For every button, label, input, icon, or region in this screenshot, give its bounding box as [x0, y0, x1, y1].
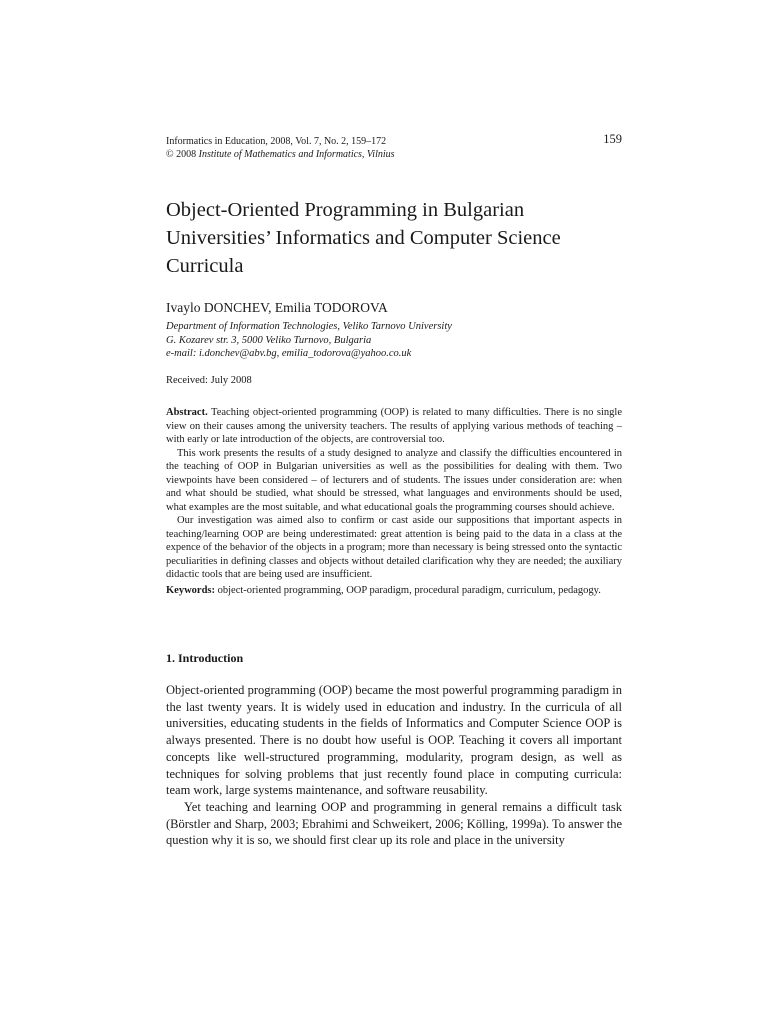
- abstract-paragraph-2: This work presents the results of a study designed to analyze and classify the difficulties encountered in the teaching of OOP in Bulgarian universities as well as the possibilities for dealing with them. Two viewpoints have been considered – of lecturers and of students. The issues under consideration are: when and what should be studied, what should be stressed, what languages and environments should be used, what examples are the most suitable, and what educational goals the programming courses should achieve.: [166, 447, 622, 513]
- affiliation-address: G. Kozarev str. 3, 5000 Veliko Turnovo, Bulgaria: [166, 334, 372, 346]
- copyright-year: 2008: [176, 149, 197, 160]
- section-heading-introduction: 1. Introduction: [166, 651, 244, 665]
- keywords: [166, 584, 622, 598]
- abstract-paragraph-1: [166, 406, 622, 447]
- title-line-2: Universities’ Informatics and Computer Science: [166, 227, 561, 249]
- copyright-line: [166, 148, 622, 161]
- abstract-label: Abstract.: [166, 407, 208, 418]
- body-paragraph-2: Yet teaching and learning OOP and programming in general remains a difficult task (Börstler and Sharp, 2003; Ebrahimi and Schweikert, 2006; Kölling, 1999a). To answer the question why it is so, we should first clear up its role and place in the university: [166, 799, 622, 848]
- body-paragraph-1: Object-oriented programming (OOP) became the most powerful programming paradigm in the last twenty years. It is widely used in education and industry. In the curricula of all universities, educating students in the fields of Informatics and Computer Science OOP is always presented. There is no doubt how useful is OOP. Teaching it covers all important concepts like well-structured programming, modularity, program design, as well as techniques for solving problems that just recently found place in computing curricula: team work, large systems maintenance, and software reusability.: [166, 683, 622, 798]
- affiliation-department: Department of Information Technologies, Veliko Tarnovo University: [166, 321, 452, 332]
- page-number: 159: [603, 132, 622, 146]
- copyright-symbol: ©: [166, 149, 174, 160]
- abstract-text-1: Teaching object-oriented programming (OOP) is related to many difficulties. There is no single view on their causes among the university teachers. The results of applying various methods of teaching – with early or late introduction of the objects, are controversial too.: [166, 407, 622, 445]
- abstract: [166, 406, 622, 597]
- affiliation-block: [166, 320, 452, 361]
- journal-citation: Informatics in Education, 2008, Vol. 7, No. 2, 159–172: [166, 136, 387, 147]
- title-line-1: Object-Oriented Programming in Bulgarian: [166, 199, 525, 221]
- introduction-body: [166, 682, 622, 849]
- running-header: [166, 132, 622, 161]
- title-line-3: Curricula: [166, 255, 244, 277]
- abstract-paragraph-3: Our investigation was aimed also to confirm or cast aside our suppositions that important aspects in teaching/learning OOP are being underestimated: great attention is being paid to the data in a class at the expence of the behavior of the objects in a program; more than necessary is being stressed onto the syntactic peculiarities in defining classes and objects without detailed clarification why they are needed; the auxiliary didactic tools that are being used are insufficient.: [166, 515, 622, 580]
- keywords-text: object-oriented programming, OOP paradigm, procedural paradigm, curriculum, pedagogy.: [217, 584, 601, 596]
- author-list: Ivaylo DONCHEV, Emilia TODOROVA: [166, 300, 388, 315]
- paper-title: [166, 196, 622, 280]
- copyright-institute: Institute of Mathematics and Informatics, Vilnius: [198, 149, 395, 160]
- affiliation-email: e-mail: i.donchev@abv.bg, emilia_todorova@yahoo.co.uk: [166, 348, 412, 360]
- keywords-label: Keywords:: [166, 584, 215, 596]
- received-date: Received: July 2008: [166, 375, 252, 386]
